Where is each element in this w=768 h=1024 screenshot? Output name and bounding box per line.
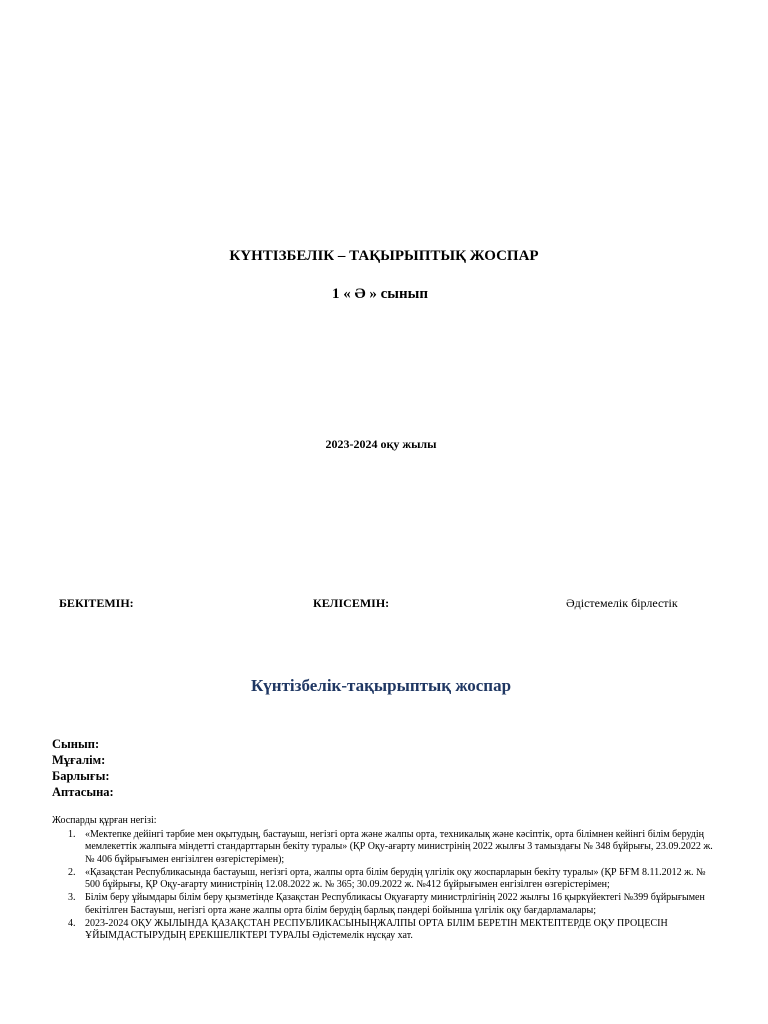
basis-list: [52, 829, 716, 944]
approve-label: БЕКІТЕМІН:: [59, 596, 134, 610]
cover-class-line: 1 « Ә » сынып: [332, 286, 428, 302]
list-item: [52, 867, 716, 892]
list-item-number: 3.: [68, 892, 76, 904]
list-item: [52, 829, 716, 866]
approval-row: [0, 596, 768, 614]
method-association-label: Әдістемелік бірлестік: [566, 596, 678, 610]
field-class: Сынып:: [52, 737, 100, 751]
list-item: [52, 892, 716, 917]
list-item: [52, 918, 716, 943]
list-item-text: 2023-2024 ОҚУ ЖЫЛЫНДА ҚАЗАҚСТАН РЕСПУБЛИКАСЫНЫҢЖАЛПЫ ОРТА БІЛІМ БЕРЕТІН МЕКТЕПТЕРДЕ ОҚУ ПРОЦЕСІН ҰЙЫМДАСТЫРУДЫҢ ЕРЕКШЕЛІКТЕРІ ТУРАЛЫ Әдістемелік нұсқау хат.: [85, 918, 668, 942]
basis-label: Жоспарды құрған негізі:: [52, 815, 157, 826]
field-weekly: Аптасына:: [52, 785, 114, 799]
field-teacher: Мұғалім:: [52, 753, 106, 767]
cover-year: 2023-2024 оқу жылы: [325, 437, 437, 451]
agree-label: КЕЛІСЕМІН:: [313, 596, 390, 610]
info-fields: [52, 736, 114, 800]
list-item-number: 2.: [68, 866, 76, 878]
list-item-text: «Қазақстан Республикасында бастауыш, негізгі орта, жалпы орта білім берудің үлгілік оқу жоспарларын бекіту туралы» (ҚР БҒМ 8.11.2012 ж. № 500 бұйрығы, ҚР Оқу-ағарту министрінің 12.08.2022 ж. № 365; 30.09.2022 ж. №412 бұйрығымен енгізілген өзгерістерімен;: [85, 866, 706, 891]
field-total: Барлығы:: [52, 769, 110, 783]
list-item-number: 4.: [68, 918, 76, 930]
list-item-text: Білім беру ұйымдары білім беру қызметінде Қазақстан Республикасы Оқуағарту министрлігінің 2022 жылғы 16 қыркүйектегі №399 бұйрығымен бекітілген Бастауыш, негізгі орта және жалпы орта білім берудің барлық пәндері бойынша үлгілік оқу бағдарламалары;: [85, 892, 705, 916]
list-item-text: «Мектепке дейінгі тәрбие мен оқытудың, бастауыш, негізгі орта және жалпы орта, техникалық және кәсіптік, орта білімнен кейінгі білім берудің мемлекеттік жалпыға міндетті стандарттарын бекіту туралы» (ҚР Оқу-ағарту министрінің 2022 жылғы 3 тамыздағы № 348 бұйрығы, 23.09.2022 ж. № 406 бұйрығымен енгізілген өзгерістерімен);: [85, 829, 713, 865]
section-heading: Күнтізбелік-тақырыптық жоспар: [250, 676, 512, 695]
cover-title: КҮНТІЗБЕЛІК – ТАҚЫРЫПТЫҚ ЖОСПАР: [229, 248, 539, 264]
list-item-number: 1.: [68, 829, 76, 840]
